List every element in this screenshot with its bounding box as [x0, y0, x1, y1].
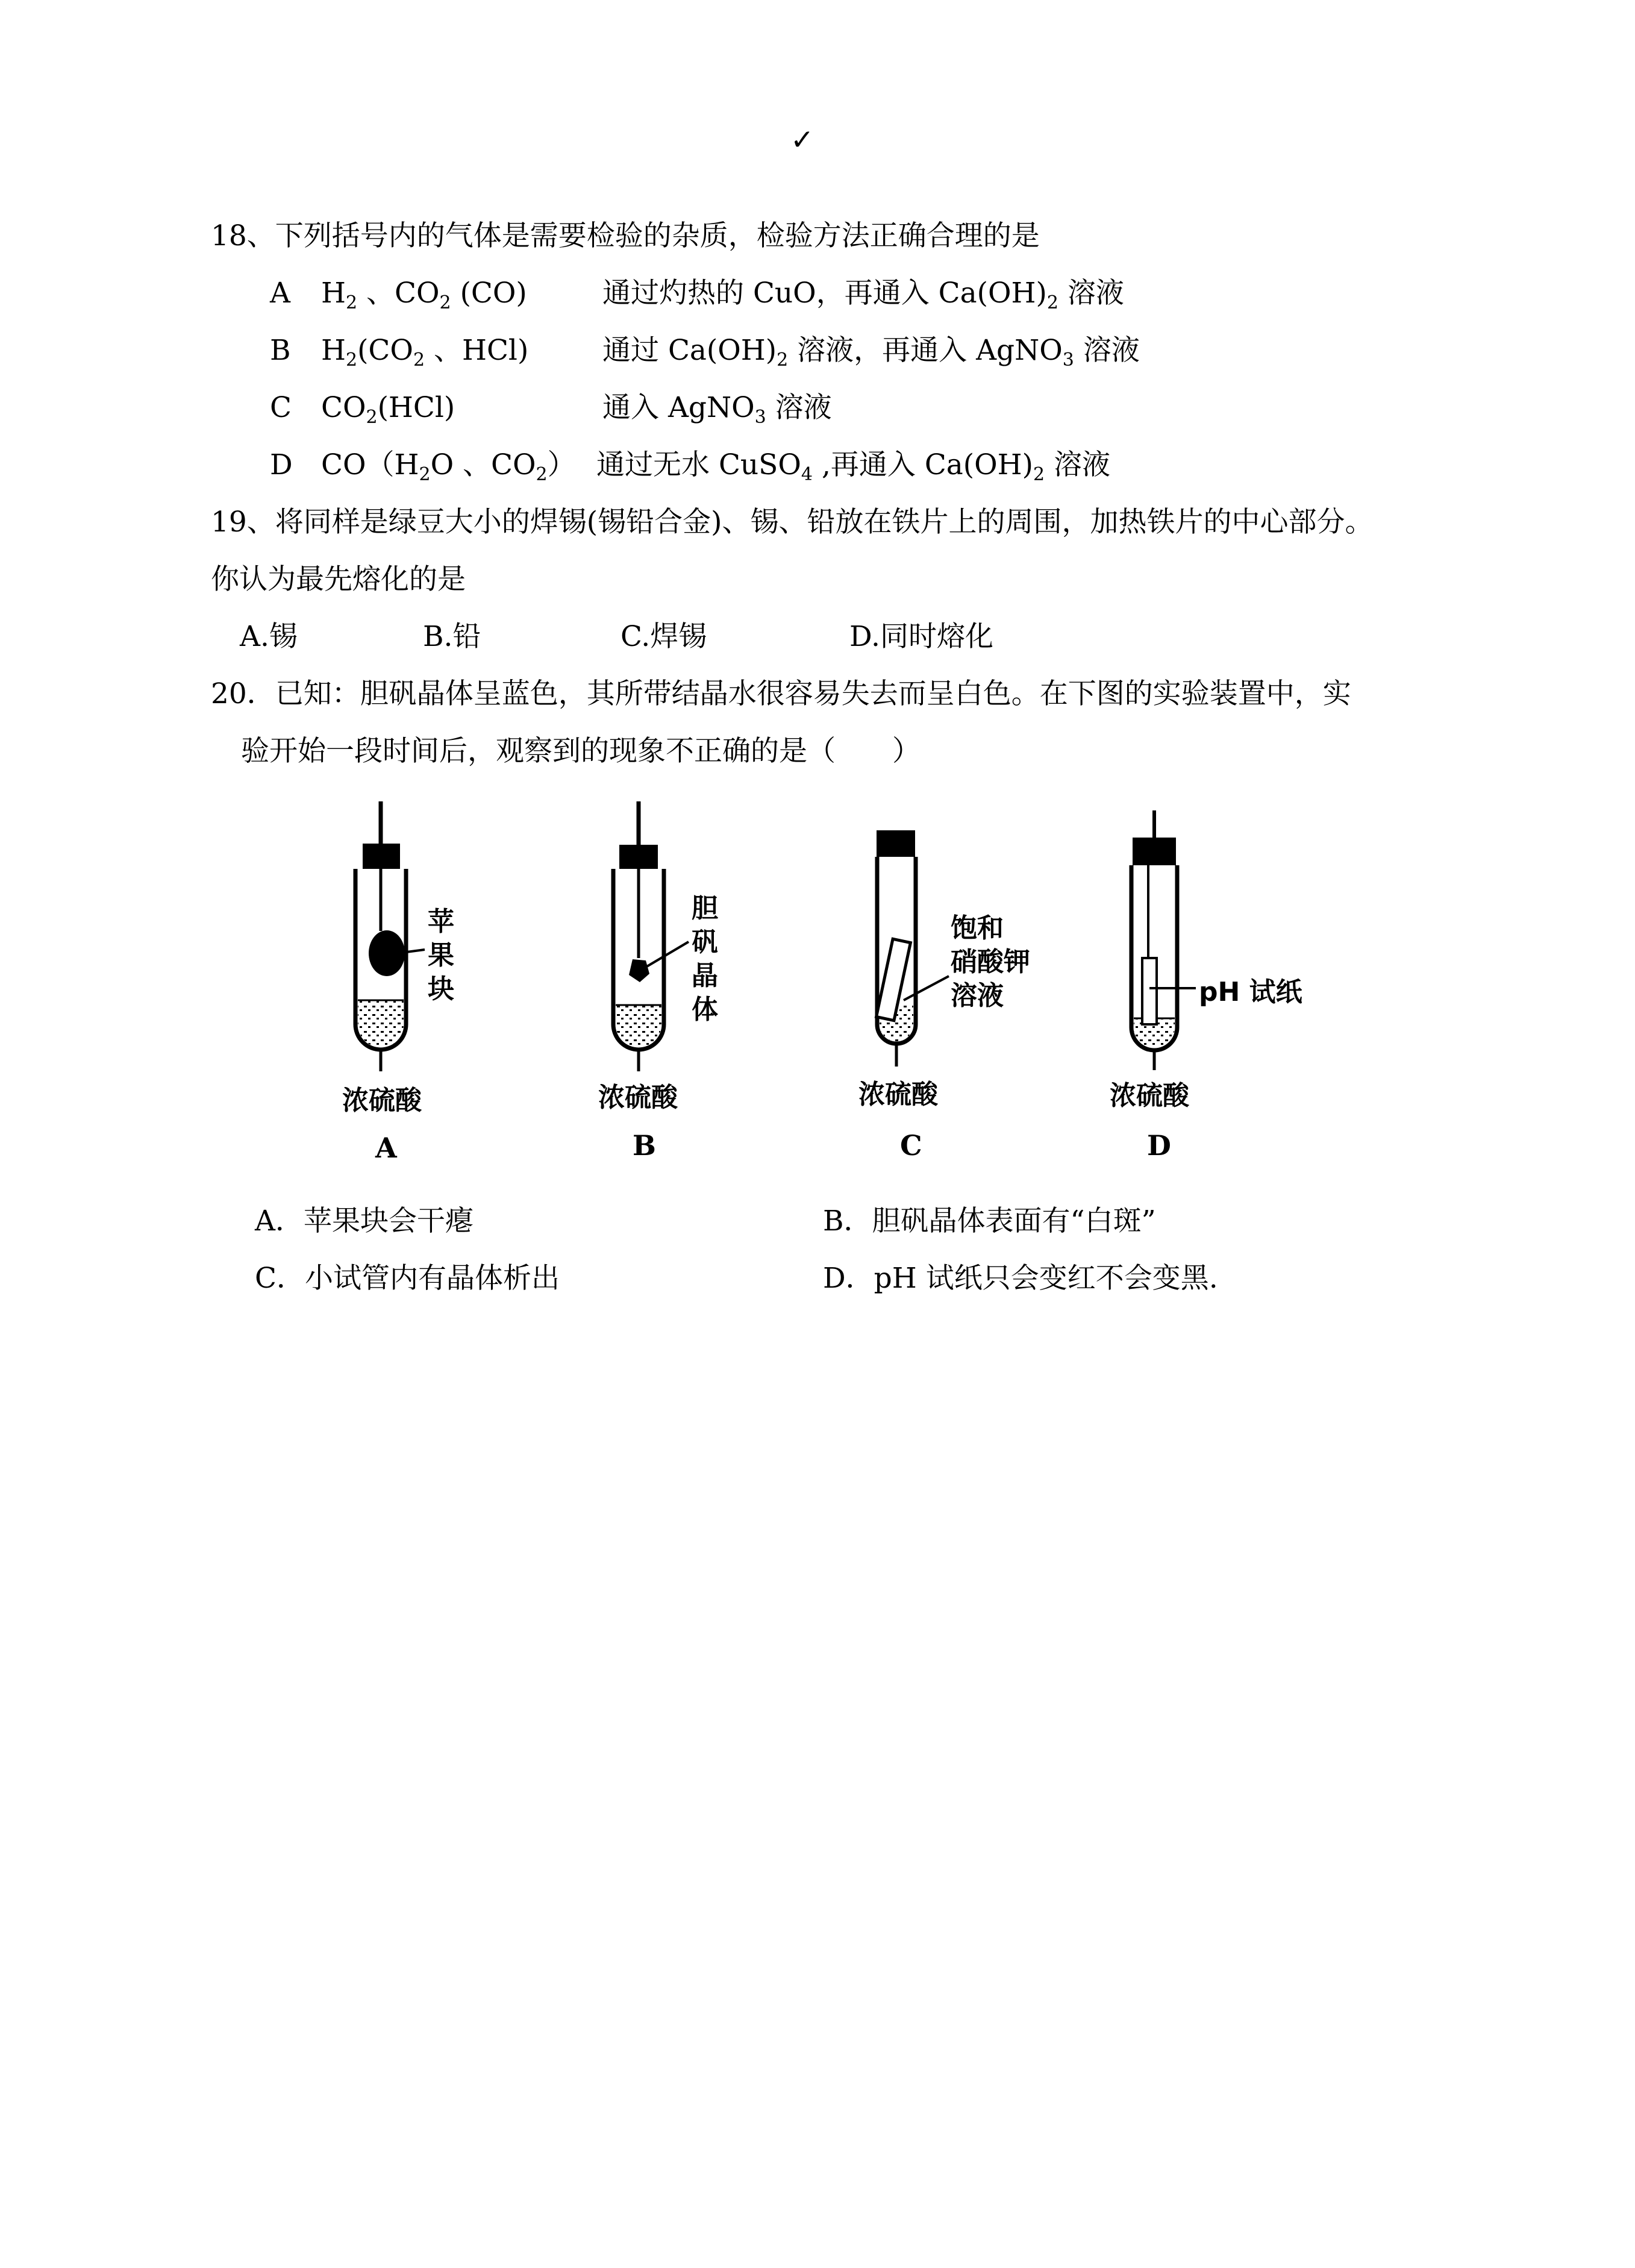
tube-a-letter: A [375, 1132, 397, 1164]
tube-c-label: 饱和 硝酸钾 溶液 [951, 913, 1030, 1011]
tube-b-label: 胆 矾 晶 体 [692, 893, 718, 1025]
tube-c-letter: C [900, 1129, 922, 1162]
stopper-d [1133, 838, 1176, 865]
q20-line1: 20．已知：胆矾晶体呈蓝色，其所带结晶水很容易失去而呈白色。在下图的实验装置中，实 [211, 677, 1351, 710]
q20-line2: 验开始一段时间后，观察到的现象不正确的是（ ） [241, 735, 921, 768]
tube-b-bottom: 浓硫酸 [598, 1082, 678, 1113]
tube-d-bottom: 浓硫酸 [1110, 1080, 1189, 1111]
q18-stem: 18、下列括号内的气体是需要检验的杂质，检验方法正确合理的是 [211, 219, 1040, 252]
check-mark: ✓ [790, 124, 814, 157]
q19-line2: 你认为最先熔化的是 [211, 563, 466, 596]
acid-b [616, 1005, 661, 1047]
tube-d [1131, 810, 1196, 1070]
q20-answer-a: A．苹果块会干瘪 [255, 1204, 474, 1238]
q19-option-b: B.铅 [423, 620, 481, 653]
q19-option-d: D.同时熔化 [849, 620, 993, 653]
q19-line1: 19、将同样是绿豆大小的焊锡(锡铅合金)、锡、铅放在铁片上的周围，加热铁片的中心部分。 [211, 506, 1374, 539]
q19-option-a: A.锡 [240, 620, 298, 653]
stopper-a [363, 844, 400, 869]
tube-a-bottom: 浓硫酸 [342, 1085, 422, 1116]
q20-answer-d: D．pH 试纸只会变红不会变黑. [823, 1262, 1218, 1295]
stopper-c [877, 830, 915, 857]
ph-paper [1142, 958, 1157, 1024]
q20-answer-b: B．胆矾晶体表面有“白斑” [823, 1204, 1156, 1238]
stopper-b [619, 845, 658, 869]
tube-a-label: 苹 果 块 [428, 906, 454, 1004]
tube-a [355, 801, 425, 1071]
acid-a [358, 1000, 404, 1047]
tube-c-bottom: 浓硫酸 [858, 1079, 938, 1110]
tube-b [613, 801, 689, 1071]
tube-c [877, 830, 949, 1067]
q19-option-c: C.焊锡 [621, 620, 707, 653]
tube-b-letter: B [633, 1129, 656, 1162]
tube-d-label: pH 试纸 [1199, 977, 1302, 1007]
q20-answer-c: C．小试管内有晶体析出 [255, 1262, 560, 1295]
tube-d-letter: D [1147, 1129, 1171, 1162]
blue-vitriol-crystal [629, 959, 649, 982]
